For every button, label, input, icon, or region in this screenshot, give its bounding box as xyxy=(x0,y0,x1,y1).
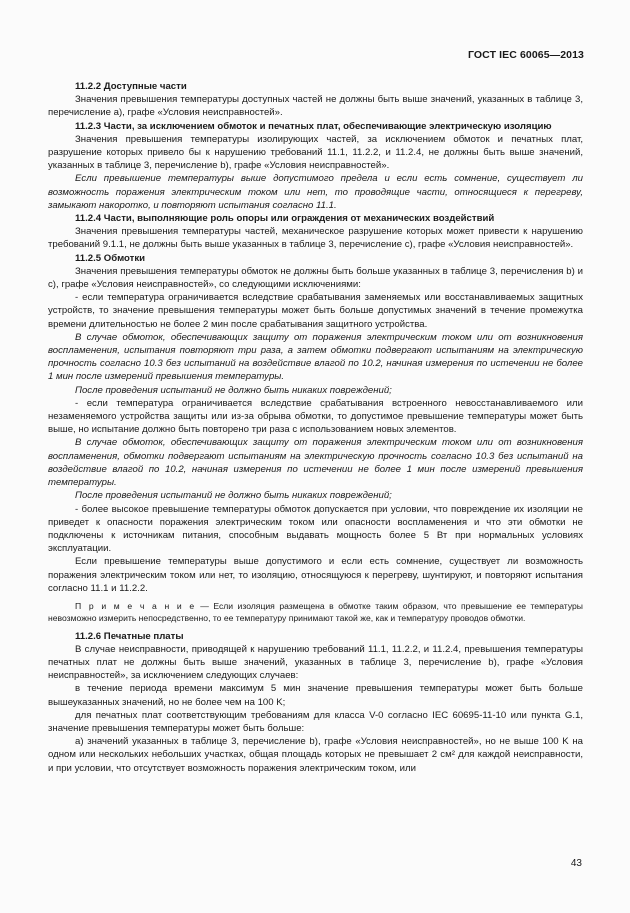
body-paragraph: - более высокое превышение температуры обмоток допускается при условии, что повреждение их изоляции не приведет к опасности поражения электрическим током или опасности воспламенения и что эти обмотки не подключены к источникам питания, способным выдавать мощность более 5 Вт при нормальных условиях эксплуатации. xyxy=(48,503,583,555)
note-text: — Если изоляция размещена в обмотке таким образом, что превышение ее температуры невозможно измерить непосредственно, то ее температуру принимают такой же, как и температуру проводов обмотки. xyxy=(48,600,583,623)
body-paragraph: В случае неисправности, приводящей к нарушению требований 11.1, 11.2.2, и 11.2.4, превышения температуры печатных плат не должны быть выше значений, указанных в таблице 3, перечисление b), графе «Условия неисправностей», за исключением следующих случаев: xyxy=(48,643,583,682)
body-paragraph: a) значений указанных в таблице 3, перечисление b), графе «Условия неисправностей», но не выше 100 K на одном или нескольких небольших участках, общая площадь которых не превышает 2 см² для каждой неисправности, и при условии, что отсутствует возможность поражения электрическим током, или xyxy=(48,736,583,774)
body-paragraph: - если температура ограничивается вследствие срабатывания встроенного невосстанавливаемого или незаменяемого устройства защиты или из-за обрыва обмотки, то допустимое превышение температуры может быть выше, но испытание должно быть повторено три раза с использованием новых элементов. xyxy=(48,397,583,436)
italic-paragraph: После проведения испытаний не должно быть никаких повреждений; xyxy=(75,490,392,502)
body-paragraph: в течение периода времени максимум 5 мин значение превышения температуры может быть больше вышеуказанных значений, но не более чем на 100 K; xyxy=(48,683,583,708)
italic-paragraph: Если превышение температуры выше допустимого предела и если есть сомнение, существует ли возможность поражения электрическим током или нет, то проводящие части, относящиеся к перегреву, замыкают накоротко, и повторяют испытания согласно 11.1. xyxy=(48,173,583,211)
section-heading: 11.2.2 Доступные части xyxy=(75,81,187,92)
body-paragraph: Значения превышения температуры частей, механическое разрушение которых может привести к нарушению требований 9.1.1, не должны быть выше указанных в таблице 3, перечисление c), графе «Условия неисправностей». xyxy=(48,226,583,251)
document-body xyxy=(48,80,583,775)
italic-paragraph: В случае обмоток, обеспечивающих защиту от поражения электрическим током или от возникновения воспламенения, испытания повторяют три раза, а затем обмотки подвергают испытаниям на электрическую прочность согласно 10.3 без испытаний на воздействие влагой по 10.2, начиная измерения по истечении не более 1 мин после измерений превышения температуры. xyxy=(48,331,583,383)
section-heading: 11.2.4 Части, выполняющие роль опоры или ограждения от механических воздействий xyxy=(75,213,495,225)
italic-paragraph: После проведения испытаний не должно быть никаких повреждений; xyxy=(75,384,392,396)
body-paragraph: Значения превышения температуры обмоток не должны быть больше указанных в таблице 3, перечисления b) и c), графе «Условия неисправностей», со следующими исключениями: xyxy=(48,265,583,291)
body-paragraph: Значения превышения температуры доступных частей не должны быть выше значений, указанных в таблице 3, перечисление a), графе «Условия неисправностей». xyxy=(48,94,583,119)
body-paragraph: для печатных плат соответствующим требованиям для класса V-0 согласно IEC 60695-11-10 или пункта G.1, значение превышения температуры может быть больше: xyxy=(48,709,583,734)
standard-header: ГОСТ IEC 60065—2013 xyxy=(467,49,584,61)
body-paragraph: Значения превышения температуры изолирующих частей, за исключением обмоток и печатных плат, разрушение которых привело бы к нарушению требований 11.1, 11.2.2, и 11.2.4, не должны быть выше значений, указанных в таблице 3, перечисление b), графе «Условия неисправностей». xyxy=(48,133,583,172)
section-heading: 11.2.3 Части, за исключением обмоток и печатных плат, обеспечивающие электрическую изоляцию xyxy=(75,120,552,132)
section-heading: 11.2.5 Обмотки xyxy=(75,252,146,264)
note-paragraph xyxy=(48,601,583,625)
body-paragraph: Если превышение температуры выше допустимого и если есть сомнение, существует ли возможность поражения электрическим током или нет, то изоляцию, относящуюся к перегреву, шунтируют, и повторяют испытания согласно 11.1 и 11.2.2. xyxy=(48,556,583,594)
section-heading: 11.2.6 Печатные платы xyxy=(75,630,184,642)
body-paragraph: - если температура ограничивается вследствие срабатывания заменяемых или восстанавливаемых защитных устройств, то значение превышения температуры может быть больше допустимых значений в течение промежутка времени длительностью не более 2 мин после срабатывания защитного устройства. xyxy=(48,292,583,330)
italic-paragraph: В случае обмоток, обеспечивающих защиту от поражения электрическим током или от возникновения воспламенения, обмотки подвергают испытаниям на электрическую прочность согласно 10.3 без испытаний на воздействие влагой по 10.2, начиная измерения по истечении не более 1 мин после измерений превышения температуры. xyxy=(48,437,583,489)
note-label: П р и м е ч а н и е xyxy=(75,600,196,611)
page-number: 43 xyxy=(570,858,582,869)
